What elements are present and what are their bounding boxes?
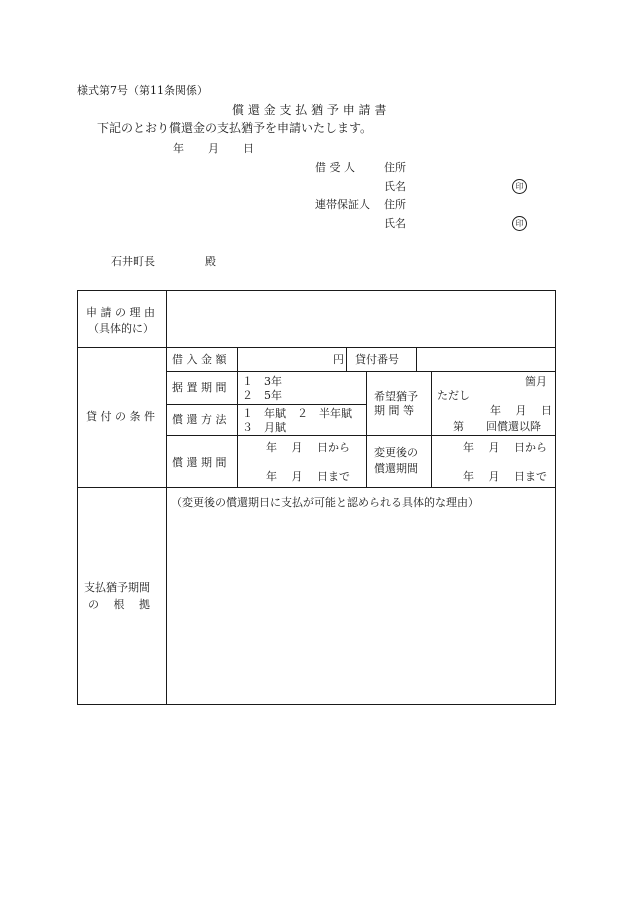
basis-note: （変更後の償還期日に支払が可能と認められる具体的な理由） (171, 496, 479, 509)
desired-date[interactable]: 年 月 日 (490, 404, 552, 417)
document-title: 償 還 金 支 払 猶 予 申 請 書 (232, 103, 387, 117)
months-unit: 箇月 (525, 375, 547, 388)
loan-amount-field[interactable] (241, 351, 331, 368)
date-day: 日 (243, 142, 254, 155)
guarantor-name-label: 氏名 (384, 217, 406, 230)
reason-sublabel: （具体的に） (88, 322, 154, 335)
basis-label: 支払猶予期間 (84, 581, 150, 594)
reason-field[interactable] (170, 295, 550, 343)
intro-text: 下記のとおり償還金の支払猶予を申請いたします。 (97, 121, 373, 135)
period-from[interactable]: 年 月 日から (266, 441, 350, 454)
guarantor-address-label: 住所 (384, 198, 406, 211)
yen-unit: 円 (333, 353, 344, 366)
loan-amount-label: 借 入 金 額 (172, 353, 227, 366)
date-year: 年 (173, 142, 184, 155)
grace-period-label: 据 置 期 間 (172, 381, 227, 394)
form-number: 様式第7号（第11条関係） (77, 84, 208, 97)
desired-period-label: 希望猶予 (374, 390, 418, 403)
changed-period-sublabel: 償還期間 (374, 462, 418, 475)
grace-option-2[interactable]: ２ 5年 (242, 389, 282, 402)
borrower-name-label: 氏名 (384, 180, 406, 193)
method-option-2[interactable]: ３ 月賦 (242, 421, 286, 434)
basis-field[interactable] (170, 513, 550, 699)
seal-icon: 印 (512, 179, 527, 194)
conditions-label: 貸 付 の 条 件 (86, 410, 155, 423)
guarantor-label: 連帯保証人 (315, 198, 370, 211)
desired-installment[interactable]: 第 回償還以降 (453, 420, 541, 433)
reason-label: 申 請 の 理 由 (86, 306, 155, 319)
date-month: 月 (208, 142, 219, 155)
borrower-label: 借 受 人 (315, 161, 355, 174)
seal-icon: 印 (512, 216, 527, 231)
method-option-1[interactable]: １ 年賦 ２ 半年賦 (242, 407, 352, 420)
changed-to[interactable]: 年 月 日まで (463, 470, 547, 483)
desired-period-sublabel: 期 間 等 (374, 404, 414, 417)
tadashi-text: ただし (437, 389, 470, 402)
grace-option-1[interactable]: １ 3年 (242, 375, 282, 388)
addressee-honorific: 殿 (205, 255, 216, 268)
loan-number-field[interactable] (419, 351, 551, 368)
borrower-address-label: 住所 (384, 161, 406, 174)
application-form-table (77, 290, 556, 705)
addressee-name: 石井町長 (111, 255, 155, 268)
changed-period-label: 変更後の (374, 446, 418, 459)
period-to[interactable]: 年 月 日まで (266, 470, 350, 483)
repayment-period-label: 償 還 期 間 (172, 456, 227, 469)
changed-from[interactable]: 年 月 日から (463, 441, 547, 454)
repayment-method-label: 償 還 方 法 (172, 413, 227, 426)
loan-number-label: 貸付番号 (355, 353, 399, 366)
basis-sublabel: の 根 拠 (88, 598, 150, 611)
